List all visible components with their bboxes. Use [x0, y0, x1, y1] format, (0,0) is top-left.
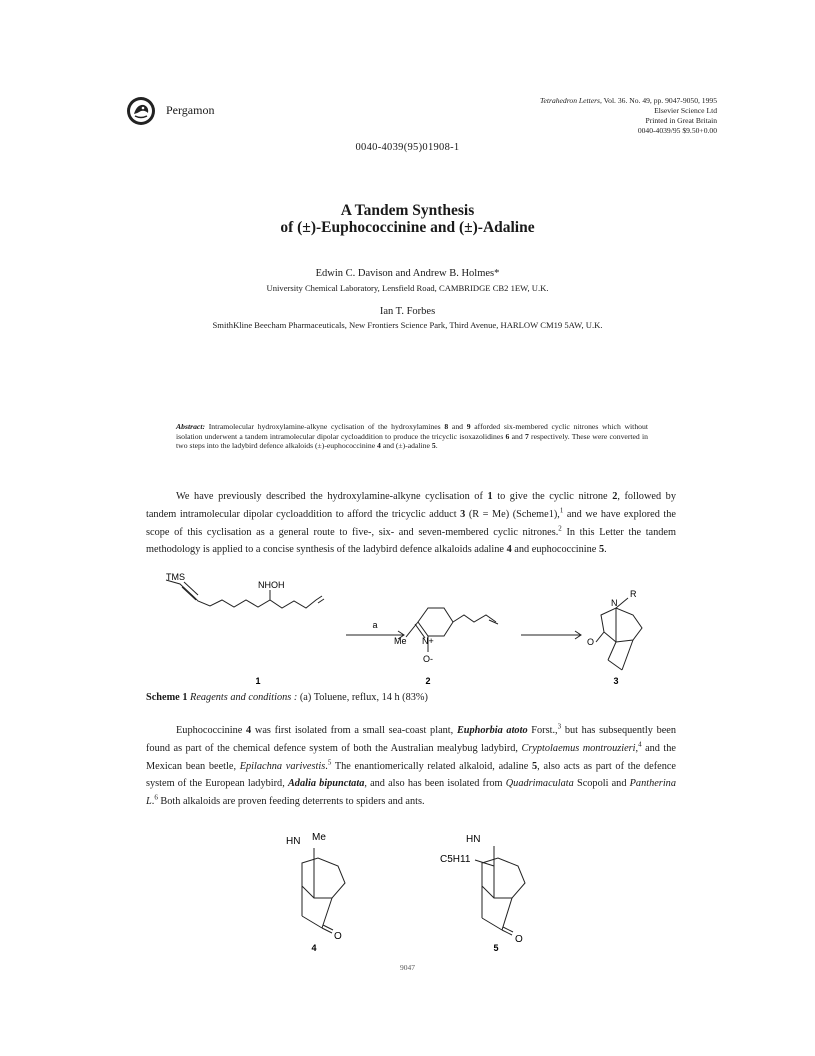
authors-secondary: Ian T. Forbes [379, 306, 436, 317]
scheme-nhoh: NHOH [258, 580, 285, 590]
species-name: Adalia bipunctata [287, 778, 365, 790]
abstract-text: and [509, 431, 525, 441]
scheme-label-3: 3 [613, 676, 619, 686]
struct4-o: O [334, 931, 342, 942]
body-text: and euphococcinine [511, 544, 599, 556]
struct4-me: Me [312, 832, 326, 843]
struct5-label: 5 [493, 943, 499, 953]
title-line-2: of (±)-Euphococcinine and (±)-Adaline [280, 219, 535, 236]
body-text: . [604, 544, 607, 556]
struct5-c5h11: C5H11 [440, 854, 471, 865]
reference-superscript[interactable]: 6 [154, 793, 158, 802]
scheme-1-diagram [146, 570, 676, 690]
struct5-o: O [515, 934, 523, 945]
reference-superscript[interactable]: 4 [638, 740, 642, 749]
body-text: , followed by tandem intramolecular dipolar cycloaddition to afford the tricyclic adduct [146, 491, 676, 520]
abstract-text: and (±)-adaline [380, 441, 432, 451]
affiliation-secondary: SmithKline Beecham Pharmaceuticals, New Frontiers Science Park, Third Avenue, HARLOW CM19 5AW, U.K. [212, 320, 603, 330]
journal-name: Tetrahedron Letters [540, 96, 600, 105]
compound-ref: 3 [460, 508, 466, 520]
compound-ref: 5 [431, 441, 436, 451]
journal-line-1 [540, 96, 717, 106]
scheme-o-minus: O- [423, 654, 433, 664]
species-name: Pantherina L [146, 778, 676, 808]
scheme-n: N [611, 598, 618, 608]
body-text: and we have explored the scope of this cyclisation as a general route to five-, six- and seven-membered cyclic nitrones. [146, 508, 676, 538]
reference-superscript[interactable]: 1 [559, 506, 564, 515]
compound-ref: 9 [466, 422, 471, 431]
compound-ref: 8 [444, 422, 449, 431]
compound-ref: 2 [612, 491, 618, 502]
compound-ref: 4 [377, 441, 381, 451]
body-text: The enantiomerically related alkaloid, adaline [331, 760, 533, 772]
caption-text: (a) Toluene, reflux, 14 h (83%) [299, 692, 428, 703]
scheme-label-2: 2 [425, 676, 431, 686]
body-text: and the Mexican bean beetle, [146, 742, 677, 772]
abstract [176, 422, 648, 451]
compound-ref: 4 [246, 725, 252, 736]
compound-ref: 1 [487, 491, 493, 502]
compound-ref: 5 [598, 544, 605, 556]
caption-italic: Reagents and conditions : [187, 692, 300, 703]
pergamon-logo [126, 96, 156, 126]
doi: 0040-4039(95)01908-1 [355, 142, 460, 153]
species-name: Cryptolaemus montrouzieri [521, 742, 636, 754]
paragraph-history [146, 722, 676, 811]
abstract-label: Abstract: [176, 422, 206, 431]
journal-line-2: Elsevier Science Ltd [654, 106, 717, 115]
abstract-text: afforded six-membered cyclic nitrones which without isolation underwent a tandem intramolecular dipolar cycloaddition to produce the tricyclic isoxazolidines [176, 422, 648, 441]
scheme-me: Me [394, 636, 407, 646]
body-text: , also acts as part of the defence system of the European ladybird, [146, 760, 676, 790]
paragraph-intro [146, 488, 676, 559]
title-line-1: A Tandem Synthesis [340, 202, 475, 219]
reference-superscript[interactable]: 5 [327, 758, 332, 767]
body-text: In this Letter the tandem methodology is applied to a concise synthesis of the ladybird defence alkaloids adaline [146, 526, 677, 556]
struct4-label: 4 [311, 943, 317, 953]
abstract-text: Intramolecular hydroxylamine-alkyne cyclisation of the hydroxylamines [205, 422, 445, 431]
body-text: Scopoli and [573, 778, 630, 790]
scheme-n-plus: N+ [422, 636, 434, 646]
body-text: Forst., [527, 725, 558, 736]
journal-line-3: Printed in Great Britain [645, 116, 717, 125]
reference-superscript[interactable]: 3 [557, 722, 562, 731]
body-text: Both alkaloids are proven feeding deterrents to spiders and ants. [157, 796, 425, 808]
body-text: (R = Me) (Scheme1), [465, 508, 560, 520]
species-name: Quadrimaculata [505, 778, 574, 790]
authors-primary: Edwin C. Davison and Andrew B. Holmes* [315, 268, 500, 279]
affiliation-primary: University Chemical Laboratory, Lensfield Road, CAMBRIDGE CB2 1EW, U.K. [266, 283, 549, 293]
body-text: but has subsequently been found as part of the chemical defence system of both the Australian mealybug ladybird, [146, 725, 677, 754]
body-text: . [325, 760, 328, 772]
abstract-text: . [435, 441, 438, 451]
journal-volume: , Vol. 36. No. 49, pp. 9047-9050, 1995 [599, 96, 717, 105]
reference-superscript[interactable]: 2 [558, 524, 562, 533]
compound-ref: 6 [505, 431, 510, 441]
scheme-caption [146, 692, 428, 703]
scheme-label-1: 1 [255, 676, 261, 686]
body-text: , [635, 742, 639, 754]
species-name: Epilachna varivestis [239, 760, 326, 772]
structures-4-5-diagram [270, 828, 570, 953]
body-text: was first isolated from a small sea-coast plant, [251, 725, 457, 736]
body-text: , and also has been isolated from [364, 778, 506, 790]
compound-ref: 7 [524, 431, 529, 441]
struct5-hn: HN [466, 834, 481, 845]
struct4-hn: HN [286, 836, 301, 847]
scheme-o: O [587, 637, 595, 647]
species-name: Euphorbia atoto [456, 725, 528, 736]
body-text: to give the cyclic nitrone [492, 491, 613, 502]
abstract-text: and [448, 422, 467, 431]
scheme-reagent: a [372, 620, 378, 630]
abstract-text: respectively. These were converted in two steps into the ladybird defence alkaloids (±)-euphococcinine [176, 431, 648, 451]
journal-line-4: 0040-4039/95 $9.50+0.00 [637, 126, 717, 135]
scheme-r: R [630, 589, 637, 599]
paper-title [0, 202, 815, 236]
journal-citation [540, 96, 717, 136]
body-text: . [151, 796, 155, 808]
page-number: 9047 [400, 963, 415, 972]
caption-label: Scheme 1 [146, 692, 188, 703]
body-text: Euphococcinine [176, 725, 247, 736]
compound-ref: 5 [532, 760, 538, 772]
compound-ref: 4 [506, 544, 512, 556]
publisher-name: Pergamon [166, 103, 215, 117]
scheme-tms: TMS [166, 572, 185, 582]
body-text: We have previously described the hydroxylamine-alkyne cyclisation of [176, 491, 488, 502]
